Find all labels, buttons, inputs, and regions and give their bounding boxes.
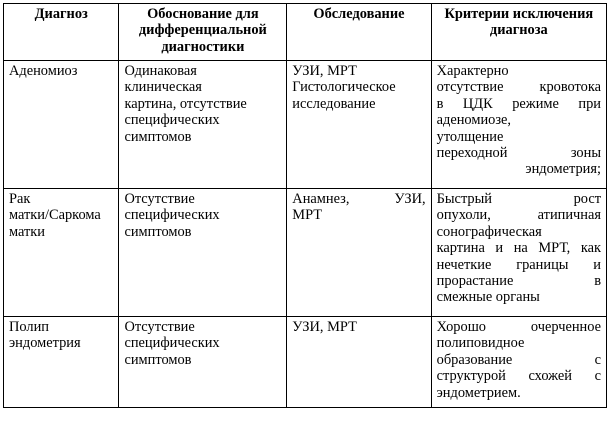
cell-line: Отсутствие — [124, 319, 195, 335]
cell-line: Аденомиоз — [9, 63, 78, 79]
cell-rationale — [119, 61, 287, 189]
cell-line: эндометрия; — [525, 161, 601, 178]
cell-rationale — [119, 317, 287, 408]
cell-line: Быстрый рост — [436, 191, 601, 207]
cell-line: МРТ — [292, 207, 323, 224]
cell-line: Характерно — [436, 63, 509, 79]
table-row — [4, 317, 607, 408]
header-diagnosis: Диагноз — [4, 4, 119, 61]
cell-examination — [287, 61, 431, 189]
cell-line: специфических — [124, 112, 220, 129]
cell-line: в ЦДК режиме при — [436, 95, 601, 112]
cell-line: Анамнез, УЗИ, — [292, 191, 426, 207]
cell-rationale — [119, 189, 287, 317]
cell-line: картина и на МРТ, как — [436, 240, 601, 257]
cell-diagnosis — [4, 317, 119, 408]
cell-line: полиповидное — [436, 335, 525, 352]
table-row — [4, 189, 607, 317]
cell-line: нечеткие границы и — [436, 256, 601, 273]
cell-exclusion-criteria — [431, 189, 606, 317]
cell-line: сонографическая — [436, 223, 542, 240]
cell-exclusion-criteria — [431, 317, 606, 408]
cell-line: УЗИ, МРТ — [292, 63, 357, 79]
cell-line: аденомиозе, — [436, 112, 512, 129]
header-examination: Обследование — [287, 4, 431, 61]
cell-line: исследование — [292, 95, 376, 112]
cell-line: специфических — [124, 207, 220, 224]
cell-line: структурой схожей с — [436, 368, 601, 385]
cell-examination — [287, 317, 431, 408]
cell-line: Отсутствие — [124, 191, 195, 207]
header-rationale: Обоснование для дифференциальной диагностики — [119, 4, 287, 61]
cell-exclusion-criteria — [431, 61, 606, 189]
cell-line: Хорошо очерченное — [436, 319, 601, 335]
cell-line: симптомов — [124, 128, 192, 145]
cell-line: эндометрия — [9, 335, 81, 352]
cell-line: прорастание в — [436, 273, 601, 290]
cell-diagnosis — [4, 61, 119, 189]
cell-line: Одинаковая — [124, 63, 197, 79]
cell-line: смежные органы — [436, 289, 540, 306]
cell-line: Рак — [9, 191, 31, 207]
cell-line: отсутствие кровотока — [436, 79, 601, 96]
cell-line: эндометрием. — [436, 384, 521, 401]
cell-line: утолщение — [436, 128, 504, 145]
header-exclusion-criteria: Критерии исключения диагноза — [431, 4, 606, 61]
cell-line: опухоли, атипичная — [436, 207, 601, 224]
differential-diagnosis-table — [3, 3, 607, 408]
cell-line: картина, отсутствие — [124, 95, 247, 112]
cell-line: образование с — [436, 351, 601, 368]
cell-line: специфических — [124, 335, 220, 352]
cell-line: симптомов — [124, 223, 192, 240]
cell-line: матки/Саркома — [9, 207, 101, 224]
cell-line: переходной зоны — [436, 145, 601, 162]
cell-diagnosis — [4, 189, 119, 317]
cell-line: симптомов — [124, 351, 192, 368]
cell-line: клиническая — [124, 79, 202, 96]
cell-line: Полип — [9, 319, 49, 335]
cell-line: матки — [9, 223, 46, 240]
cell-line: УЗИ, МРТ — [292, 319, 357, 335]
cell-line: Гистологическое — [292, 79, 396, 96]
table-row — [4, 61, 607, 189]
cell-examination — [287, 189, 431, 317]
table-header-row — [4, 4, 607, 61]
